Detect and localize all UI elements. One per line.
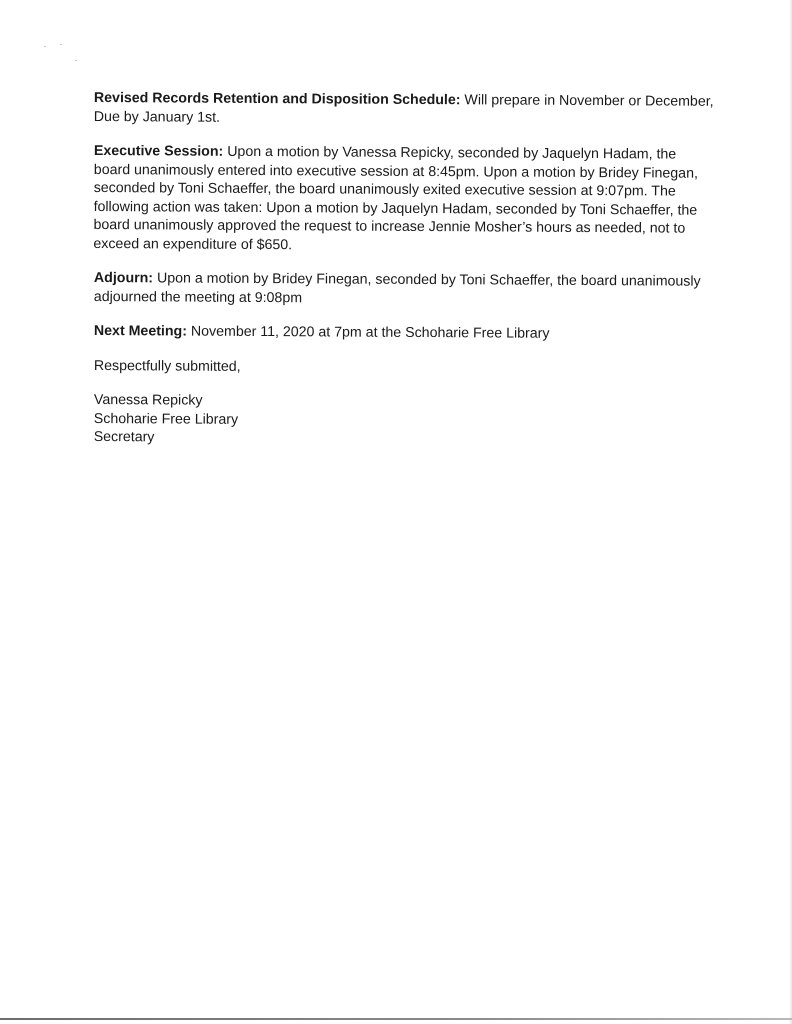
- executive-session-paragraph: [93, 142, 714, 257]
- scan-speck: [44, 46, 46, 47]
- section-heading: Adjourn:: [93, 270, 154, 287]
- scan-bottom-edge: [0, 1018, 792, 1020]
- signature-block: [94, 391, 714, 450]
- section-body: November 11, 2020 at 7pm at the Schoharie Free Library: [186, 323, 550, 342]
- section-body: Upon a motion by Bridey Finegan, seconded by Toni Schaeffer, the board unanimously adjourned the meeting at 9:08pm: [93, 270, 701, 306]
- section-heading: Executive Session:: [93, 142, 224, 160]
- next-meeting-paragraph: [94, 322, 714, 344]
- records-retention-paragraph: [94, 89, 714, 130]
- scan-speck: [60, 44, 62, 45]
- scan-speck: [75, 60, 77, 61]
- minutes-body: [94, 89, 714, 463]
- section-body: Upon a motion by Vanessa Repicky, seconded by Jaquelyn Hadam, the board unanimously entered into executive session at 8:45pm. Upon a motion by Bridey Finegan, seconded by Toni Schaeffer, the board unanimously exited executive session at 9:07pm. The following action was taken: Upon a motion by Jaquelyn Hadam, seconded by Toni Schaeffer, the board unanimously approved the request to increase Jennie Mosher’s hours as needed, not to exceed an expenditure of $650.: [93, 143, 698, 253]
- signer-title: Secretary: [93, 428, 155, 446]
- closing-line: Respectfully submitted,: [93, 357, 241, 375]
- signer-name: Vanessa Repicky: [93, 391, 203, 409]
- section-body: Will prepare in November or December, Due by January 1st.: [93, 92, 714, 126]
- section-heading: Next Meeting:: [93, 323, 188, 340]
- signer-organization: Schoharie Free Library: [93, 410, 239, 428]
- adjourn-paragraph: [94, 269, 714, 310]
- section-heading: Revised Records Retention and Disposition Schedule:: [93, 89, 461, 109]
